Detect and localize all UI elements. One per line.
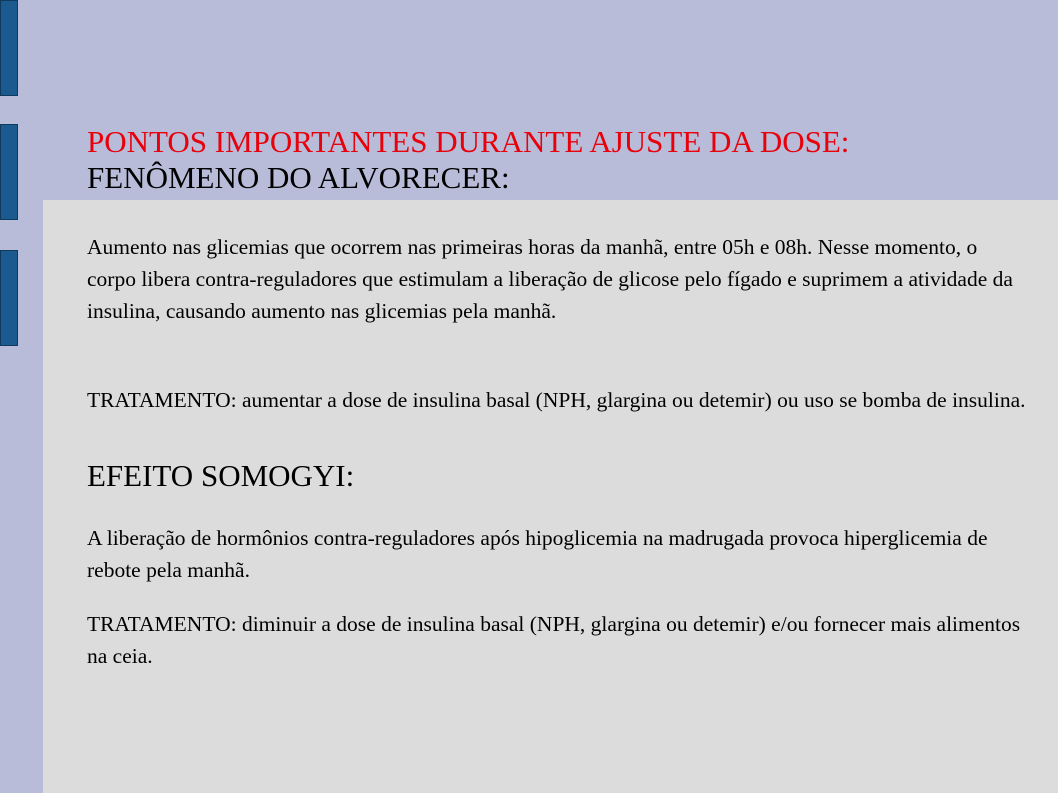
- slide-content: [87, 124, 1027, 672]
- section-heading-somogyi: EFEITO SOMOGYI:: [87, 458, 355, 493]
- decorative-bar: [0, 124, 18, 220]
- decorative-bar: [0, 0, 18, 96]
- section-heading-alvorecer: FENÔMENO DO ALVORECER:: [87, 160, 510, 195]
- somogyi-treatment: TRATAMENTO: diminuir a dose de insulina basal (NPH, glargina ou detemir) e/ou fornecer mais alimentos na ceia.: [87, 612, 1021, 668]
- slide-title: PONTOS IMPORTANTES DURANTE AJUSTE DA DOSE:: [87, 124, 850, 159]
- alvorecer-description: Aumento nas glicemias que ocorrem nas primeiras horas da manhã, entre 05h e 08h. Nesse momento, o corpo libera contra-reguladores que estimulam a liberação de glicose pelo fígado e suprimem a atividade da insulina, causando aumento nas glicemias pela manhã.: [87, 235, 1013, 323]
- left-band: [0, 0, 43, 793]
- somogyi-description: A liberação de hormônios contra-reguladores após hipoglicemia na madrugada provoca hiperglicemia de rebote pela manhã.: [87, 526, 988, 582]
- decorative-bar: [0, 250, 18, 346]
- alvorecer-treatment: TRATAMENTO: aumentar a dose de insulina basal (NPH, glargina ou detemir) ou uso se bomba de insulina.: [87, 388, 1026, 412]
